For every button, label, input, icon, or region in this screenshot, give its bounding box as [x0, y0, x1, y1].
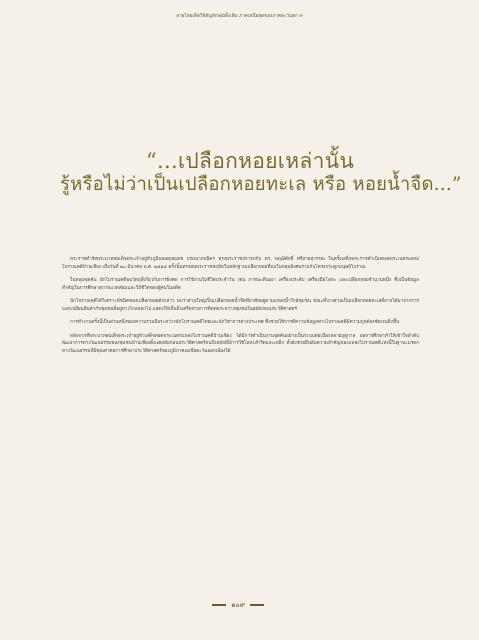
title-line-1: “...เปลือกหอยเหล่านั้น [145, 149, 355, 173]
running-header: ลายไทยเด็ดใช้สัญลักษณ์ดั้งเดิม ภาคเหนือสุดของภาคตะวันตก ๙ [176, 14, 303, 19]
page-number [203, 600, 273, 611]
dash-left-icon [212, 604, 226, 606]
paragraph-3: นักโบราณคดีได้วิเคราะห์ชนิดของเปลือกหอยดังกล่าว พบว่าส่วนใหญ่เป็นเปลือกหอยน้ำจืดที่อาศัยอยู่ตามแหล่งน้ำใกล้ชุมชน ขณะที่บางส่วนเป็นเปลือกหอยทะเลที่อาจได้มาจากการแลกเปลี่ยนสินค้ากับชุมชนที่อยู่ห่างไกลออกไป แสดงให้เห็นถึงเครือข่ายการติดต่อระหว่างชุมชนในสมัยก่อนประวัติศาสตร์ [62, 299, 419, 312]
title-line-2: รู้หรือไม่ว่าเป็นเปลือกหอยทะเล หรือ หอยน้ำจืด...” [60, 174, 462, 195]
page-number-text: ๑๐๙ [231, 601, 245, 609]
paragraph-1: พระราชดำรัสพระบาทสมเด็จพระเจ้าอยู่หัวภูมิพลอดุลยเดช บรมนาถบพิตร ทรงพระราชปรารภกับ ดร. พฤฒิศักดิ์ ศรีสายสุวรรณ ในครั้งเสด็จพระราชดำเนินทอดพระเนตรแหล่งโบราณคดีบ้านเชียง เมื่อวันที่ ๒๐ มีนาคม พ.ศ. ๒๕๑๕ ครั้งนั้นทรงสนพระราชหฤทัยในหลักฐานเปลือกหอยที่พบในหลุมฝังศพร่วมกับโครงกระดูกมนุษย์โบราณ [62, 257, 419, 270]
body-text [62, 256, 419, 361]
paragraph-4: การทำงานครั้งนี้เป็นส่วนหนึ่งของความร่วมมือระหว่างนักโบราณคดีไทยและนักวิชาการต่างประเทศ ซึ่งช่วยให้การตีความข้อมูลทางโบราณคดีมีความถูกต้องชัดเจนยิ่งขึ้น [70, 320, 400, 326]
dash-right-icon [250, 604, 264, 606]
article-title [60, 149, 462, 197]
paragraph-5: หลังจากที่พระบาทสมเด็จพระเจ้าอยู่หัวเสด็จทอดพระเนตรแหล่งโบราณคดีบ้านเชียง ได้มีการดำเนินงานขุดค้นอย่างเป็นระบบต่อเนื่องหลายฤดูกาล ผลการศึกษาทำให้เข้าใจลำดับพัฒนาการทางวัฒนธรรมของชุมชนบ้านเชียงตั้งแต่สมัยก่อนประวัติศาสตร์จนถึงสมัยที่มีการใช้โลหะสำริดและเหล็ก ทั้งยังช่วยยืนยันความสำคัญของแหล่งโบราณคดีแห่งนี้ในฐานะมรดกทางวัฒนธรรมที่มีคุณค่าต่อการศึกษาประวัติศาสตร์ของภูมิภาคเอเชียตะวันออกเฉียงใต้ [62, 333, 419, 354]
paragraph-2: ในหลุมขุดค้น นักโบราณคดีพบวัตถุที่เกี่ยวกับการฝังศพ การใช้งานในชีวิตประจำวัน เช่น ภาชนะดินเผา เครื่องประดับ เครื่องมือโลหะ และเปลือกหอยจำนวนหนึ่ง ซึ่งเป็นข้อมูลสำคัญในการศึกษาสภาพแวดล้อมและวิถีชีวิตของผู้คนในอดีต [62, 278, 419, 291]
